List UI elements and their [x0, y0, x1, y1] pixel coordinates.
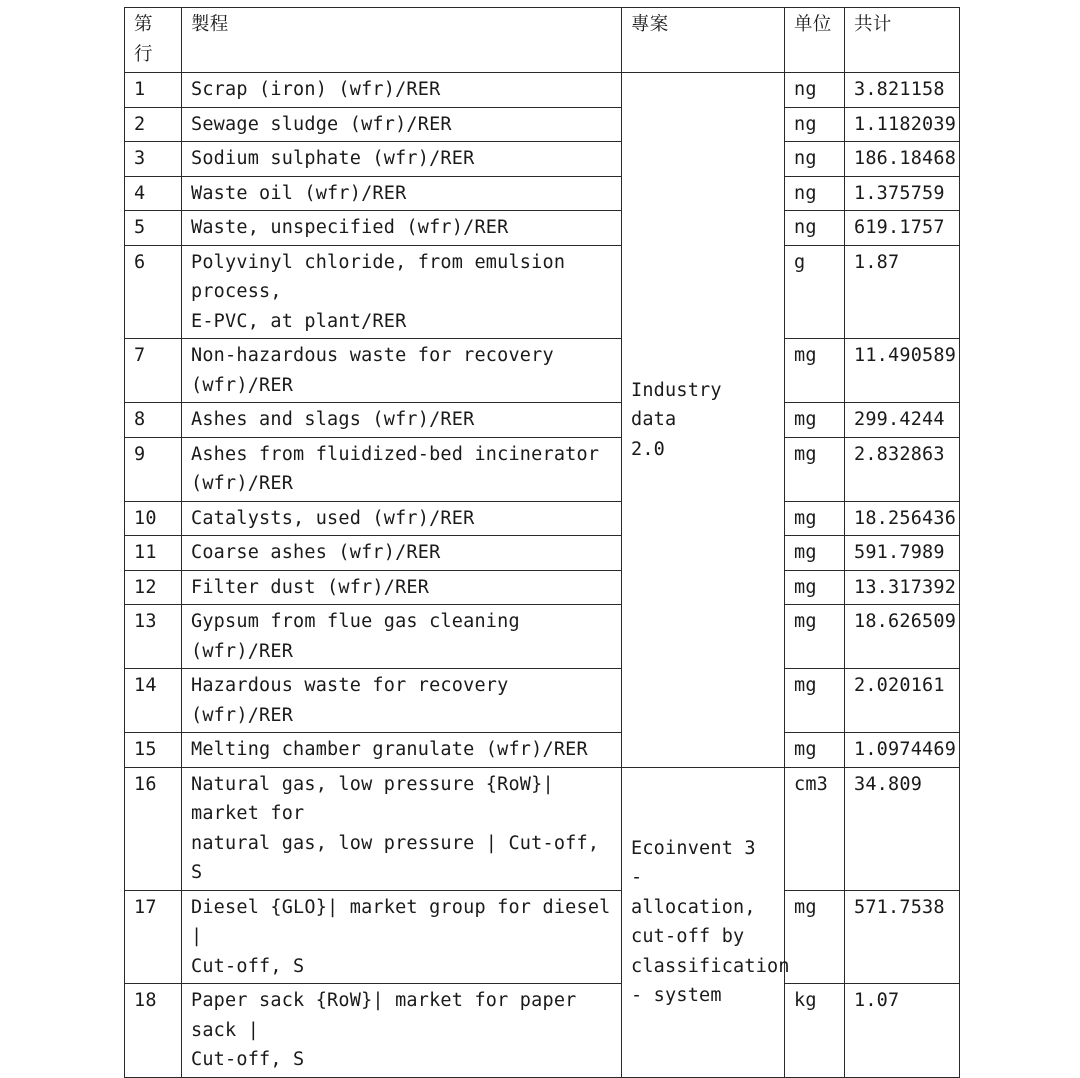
unit-cell: mg: [785, 536, 845, 571]
unit-cell: mg: [785, 733, 845, 768]
process-name: Filter dust (wfr)/RER: [182, 570, 622, 605]
table-row: [125, 733, 960, 768]
row-number: 8: [125, 403, 182, 438]
total-cell: 18.256436: [845, 501, 960, 536]
project-industry-data: Industry data 2.0: [622, 73, 785, 768]
header-unit: 单位: [785, 8, 845, 73]
header-total: 共计: [845, 8, 960, 73]
total-cell: 34.809: [845, 767, 960, 890]
unit-cell: mg: [785, 605, 845, 669]
total-cell: 1.87: [845, 245, 960, 339]
total-cell: 186.18468: [845, 142, 960, 177]
header-row: [125, 8, 960, 73]
process-name: Melting chamber granulate (wfr)/RER: [182, 733, 622, 768]
unit-cell: ng: [785, 211, 845, 246]
unit-cell: kg: [785, 984, 845, 1078]
unit-cell: mg: [785, 339, 845, 403]
total-cell: 18.626509: [845, 605, 960, 669]
table-row: [125, 142, 960, 177]
row-number: 9: [125, 437, 182, 501]
row-number: 1: [125, 73, 182, 108]
unit-cell: mg: [785, 501, 845, 536]
process-name: Ashes and slags (wfr)/RER: [182, 403, 622, 438]
total-cell: 3.821158: [845, 73, 960, 108]
process-name: Natural gas, low pressure {RoW}| market for natural gas, low pressure | Cut-off, S: [182, 767, 622, 890]
row-number: 5: [125, 211, 182, 246]
row-number: 12: [125, 570, 182, 605]
total-cell: 11.490589: [845, 339, 960, 403]
total-cell: 571.7538: [845, 890, 960, 984]
project-ecoinvent: Ecoinvent 3 - allocation, cut-off by classification - system: [622, 767, 785, 1077]
table-row: [125, 984, 960, 1078]
table-row: [125, 245, 960, 339]
process-name: Polyvinyl chloride, from emulsion process, E-PVC, at plant/RER: [182, 245, 622, 339]
table-row: [125, 339, 960, 403]
total-cell: 2.020161: [845, 669, 960, 733]
total-cell: 1.0974469: [845, 733, 960, 768]
process-name: Non-hazardous waste for recovery (wfr)/RER: [182, 339, 622, 403]
row-number: 4: [125, 176, 182, 211]
row-number: 15: [125, 733, 182, 768]
table-row: [125, 211, 960, 246]
unit-cell: ng: [785, 176, 845, 211]
process-name: Catalysts, used (wfr)/RER: [182, 501, 622, 536]
row-number: 16: [125, 767, 182, 890]
row-number: 18: [125, 984, 182, 1078]
process-name: Sewage sludge (wfr)/RER: [182, 107, 622, 142]
table-row: [125, 107, 960, 142]
process-name: Diesel {GLO}| market group for diesel | Cut-off, S: [182, 890, 622, 984]
table-row: [125, 570, 960, 605]
process-name: Hazardous waste for recovery (wfr)/RER: [182, 669, 622, 733]
unit-cell: cm3: [785, 767, 845, 890]
total-cell: 2.832863: [845, 437, 960, 501]
process-name: Sodium sulphate (wfr)/RER: [182, 142, 622, 177]
total-cell: 13.317392: [845, 570, 960, 605]
process-name: Paper sack {RoW}| market for paper sack | Cut-off, S: [182, 984, 622, 1078]
total-cell: 1.1182039: [845, 107, 960, 142]
process-name: Scrap (iron) (wfr)/RER: [182, 73, 622, 108]
row-number: 10: [125, 501, 182, 536]
table-row: [125, 437, 960, 501]
unit-cell: mg: [785, 890, 845, 984]
unit-cell: mg: [785, 669, 845, 733]
table-row: [125, 605, 960, 669]
row-number: 17: [125, 890, 182, 984]
process-name: Gypsum from flue gas cleaning (wfr)/RER: [182, 605, 622, 669]
row-number: 14: [125, 669, 182, 733]
unit-cell: ng: [785, 73, 845, 108]
process-name: Coarse ashes (wfr)/RER: [182, 536, 622, 571]
table-row: [125, 403, 960, 438]
process-name: Ashes from fluidized-bed incinerator (wfr)/RER: [182, 437, 622, 501]
header-process: 製程: [182, 8, 622, 73]
table-row: [125, 767, 960, 890]
header-project: 專案: [622, 8, 785, 73]
table-row: [125, 669, 960, 733]
total-cell: 619.1757: [845, 211, 960, 246]
row-number: 11: [125, 536, 182, 571]
data-table: [124, 7, 960, 1078]
row-number: 6: [125, 245, 182, 339]
process-name: Waste, unspecified (wfr)/RER: [182, 211, 622, 246]
unit-cell: mg: [785, 570, 845, 605]
unit-cell: ng: [785, 142, 845, 177]
table-row: [125, 890, 960, 984]
row-number: 3: [125, 142, 182, 177]
total-cell: 1.375759: [845, 176, 960, 211]
table-row: [125, 501, 960, 536]
row-number: 2: [125, 107, 182, 142]
unit-cell: g: [785, 245, 845, 339]
table-body: [125, 73, 960, 1078]
total-cell: 1.07: [845, 984, 960, 1078]
unit-cell: mg: [785, 437, 845, 501]
table-row: [125, 73, 960, 108]
row-number: 13: [125, 605, 182, 669]
total-cell: 299.4244: [845, 403, 960, 438]
table-row: [125, 536, 960, 571]
total-cell: 591.7989: [845, 536, 960, 571]
unit-cell: ng: [785, 107, 845, 142]
unit-cell: mg: [785, 403, 845, 438]
row-number: 7: [125, 339, 182, 403]
header-row-number: 第 行: [125, 8, 182, 73]
table-row: [125, 176, 960, 211]
process-name: Waste oil (wfr)/RER: [182, 176, 622, 211]
